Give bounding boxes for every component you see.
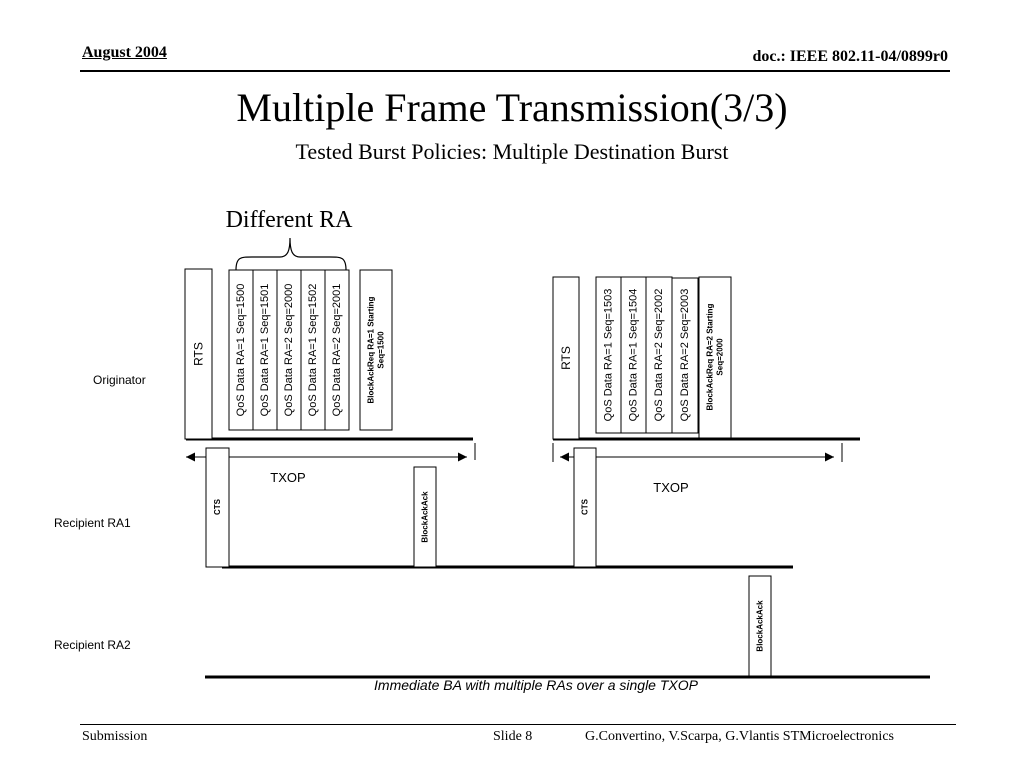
burst2-data-frames: [596, 277, 698, 433]
burst1-blockackreq-frame: [360, 270, 392, 430]
slide-subtitle: Tested Burst Policies: Multiple Destination Burst: [295, 139, 729, 164]
row-label-recipient-ra2: Recipient RA2: [54, 638, 131, 652]
burst2-blockackreq-line1: BlockAckReq RA=2 Starting: [705, 303, 715, 411]
footer-divider: [80, 724, 956, 725]
burst1-data-frames: [229, 270, 349, 430]
burst1-blockackreq-line1: BlockAckReq RA=1 Starting: [366, 296, 376, 404]
burst2-blockackreq-frame: [699, 277, 731, 438]
txop-label-2: TXOP: [653, 480, 689, 495]
footer-slide-number: Slide 8: [493, 729, 533, 744]
burst1-frame-5: QoS Data RA=2 Seq=2001: [331, 283, 343, 417]
diagram-caption: Immediate BA with multiple RAs over a single TXOP: [374, 677, 698, 693]
brace-label: Different RA: [225, 207, 353, 233]
burst2-frame-2: QoS Data RA=1 Seq=1504: [627, 288, 640, 422]
burst1-cts-frame: [206, 448, 229, 567]
footer-submission: Submission: [82, 729, 148, 744]
row-label-originator: Originator: [93, 373, 146, 387]
burst1-frame-3: QoS Data RA=2 Seq=2000: [283, 283, 295, 417]
burst2-blockack-ra2-label: BlockAckAck: [755, 600, 765, 652]
burst1-blockack-frame: [414, 467, 436, 567]
burst2-frame-3: QoS Data RA=2 Seq=2002: [653, 288, 665, 422]
txop-label-1: TXOP: [270, 470, 306, 485]
header-doc-id: doc.: IEEE 802.11-04/0899r0: [752, 48, 948, 65]
burst1-frame-2: QoS Data RA=1 Seq=1501: [259, 283, 271, 417]
brace: [236, 238, 346, 270]
header-date: August 2004: [82, 44, 167, 61]
burst2-frame-4: QoS Data RA=2 Seq=2003: [679, 288, 691, 422]
footer-authors: G.Convertino, V.Scarpa, G.Vlantis STMicroelectronics: [585, 729, 894, 744]
burst1-frame-4: QoS Data RA=1 Seq=1502: [307, 283, 319, 417]
burst2-frame-1: QoS Data RA=1 Seq=1503: [602, 288, 615, 422]
burst2-rts-label: RTS: [559, 346, 573, 370]
burst1-rts-frame: [185, 269, 212, 439]
row-label-recipient-ra1: Recipient RA1: [54, 516, 131, 530]
slide-title: Multiple Frame Transmission(3/3): [236, 85, 788, 130]
burst1-blockack-label: BlockAckAck: [420, 491, 430, 543]
burst2-cts-frame: [574, 448, 596, 567]
burst1-cts-label: CTS: [213, 499, 222, 515]
burst1-blockackreq-line2: Seq=1500: [376, 331, 386, 369]
burst2-cts-label: CTS: [580, 499, 590, 515]
burst1-rts-label: RTS: [191, 342, 206, 366]
burst2-rts-frame: [553, 277, 579, 439]
burst2-blockack-ra2-frame: [749, 576, 771, 676]
burst2-blockackreq-line2: Seq=2000: [715, 338, 725, 376]
burst1-frame-1: QoS Data RA=1 Seq=1500: [235, 283, 247, 417]
